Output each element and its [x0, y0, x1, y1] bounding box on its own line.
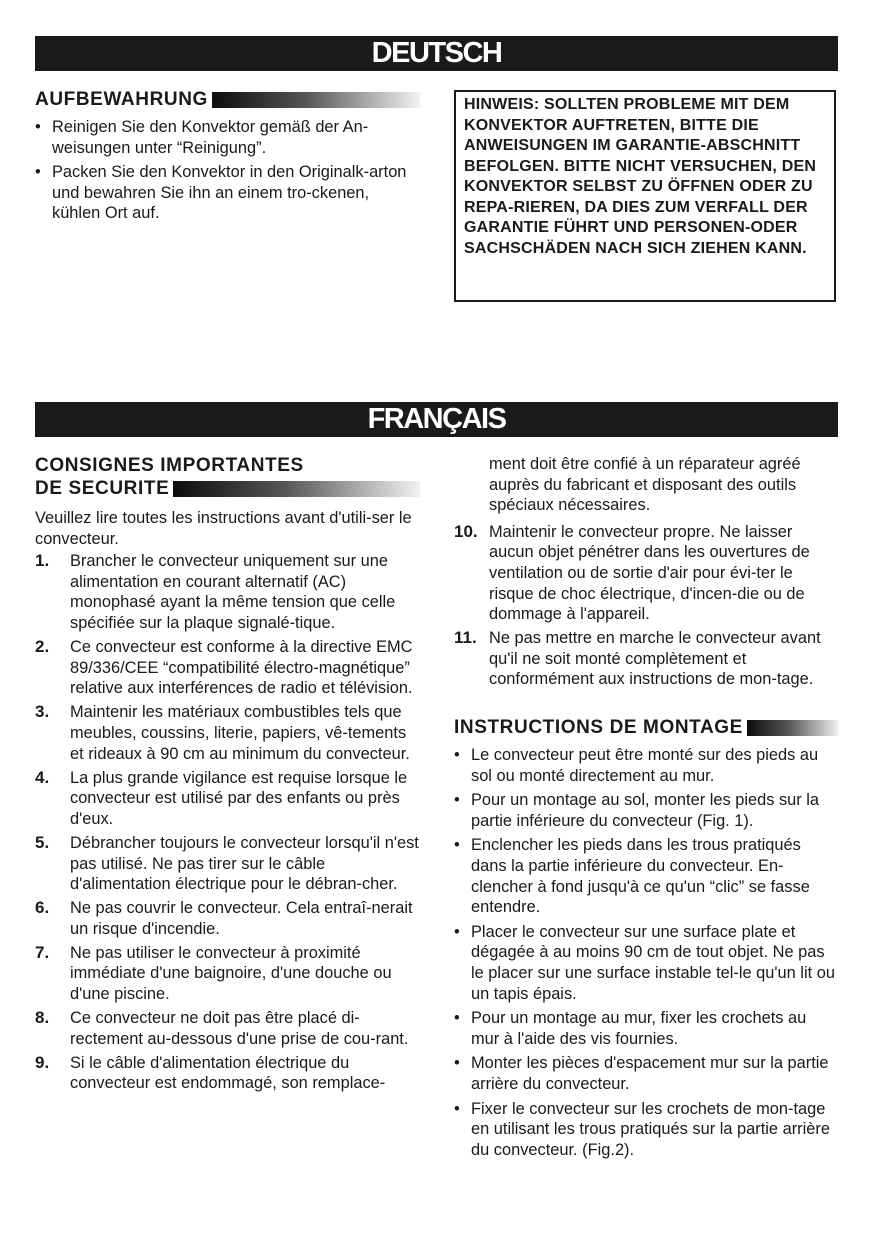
list-item: 3. Maintenir les matériaux combustibles tels que meubles, coussins, literie, papiers, vê-tements et rideaux à 90 cm au minimum du convecteur. [35, 702, 410, 763]
consignes-heading-line1: CONSIGNES IMPORTANTES [35, 455, 304, 476]
list-item: • Reinigen Sie den Konvektor gemäß der An-weisungen unter “Reinigung”. [35, 118, 369, 157]
consignes-section [35, 454, 420, 1098]
list-item: 1. Brancher le convecteur uniquement sur une alimentation en courant alternatif (AC) monophasé ayant la même tension que celle spécifiée sur la plaque signalé-tique. [35, 551, 396, 632]
heading-gradient-bar [747, 720, 839, 736]
list-item: • Le convecteur peut être monté sur des pieds au sol ou monté directement au mur. [454, 746, 819, 785]
consignes-list-continued [454, 522, 839, 690]
list-item: 5. Débrancher toujours le convecteur lorsqu'il n'est pas utilisé. Ne pas tirer sur le câble d'alimentation électrique pour le débran-cher. [35, 832, 419, 894]
list-item: 10. Maintenir le convecteur propre. Ne laisser aucun objet pénétrer dans les ouvertures de ventilation ou de sortie d'air pour évi-ter le risque de choc électrique, d'incen-die ou de dommage à l'appareil. [454, 521, 810, 624]
heading-gradient-bar [173, 481, 420, 497]
consignes-heading-line2: DE SECURITE [35, 477, 420, 500]
list-item: 11. Ne pas mettre en marche le convecteur avant qu'il ne soit monté complètement et conformément aux instructions de mon-tage. [454, 628, 821, 689]
list-item: • Pour un montage au mur, fixer les crochets au mur à l'aide des vis fournies. [454, 1009, 807, 1048]
list-item: • Monter les pièces d'espacement mur sur la partie arrière du convecteur. [454, 1054, 829, 1093]
consignes-list [35, 551, 420, 1094]
list-item: 2. Ce convecteur est conforme à la directive EMC 89/336/CEE “compatibilité électro-magnétique” relative aux interférences de radio et télévision. [35, 637, 413, 698]
aufbewahrung-heading-text: AUFBEWAHRUNG [35, 89, 208, 110]
aufbewahrung-list [35, 117, 420, 224]
consignes-intro: Veuillez lire toutes les instructions avant d'utili-ser le convecteur. [35, 509, 412, 548]
aufbewahrung-section [35, 88, 420, 228]
list-item: • Fixer le convecteur sur les crochets de mon-tage en utilisant les trous pratiqués sur la partie arrière du convecteur. (Fig.2). [454, 1099, 830, 1159]
list-item: 4. La plus grande vigilance est requise lorsque le convecteur est utilisé par des enfants ou près d'eux. [35, 767, 408, 828]
aufbewahrung-heading [35, 88, 420, 111]
list-item: • Enclencher les pieds dans les trous pratiqués dans la partie inférieure du convecteur. En-clencher à fond jusqu'à ce qu'un “clic” se fasse entendre. [454, 836, 810, 917]
list-item: • Pour un montage au sol, monter les pieds sur la partie inférieure du convecteur (Fig. 1). [454, 791, 820, 830]
montage-list [454, 745, 839, 1160]
montage-heading: INSTRUCTIONS DE MONTAGE [454, 716, 839, 739]
francais-banner: FRANÇAIS [35, 402, 838, 437]
list-item: 9. Si le câble d'alimentation électrique du convecteur est endommagé, son remplace- [35, 1052, 386, 1093]
francais-right-column [454, 454, 839, 1164]
list-item: • Placer le convecteur sur une surface plate et dégagée à au moins 90 cm de tout objet. Ne pas le placer sur une surface instable tel-le qu'un lit ou un tapis épais. [454, 922, 835, 1003]
list-item: • Packen Sie den Konvektor in den Originalk-arton und bewahren Sie ihn an einem tro-ckenen, kühlen Ort auf. [35, 163, 407, 223]
deutsch-banner: DEUTSCH [35, 36, 838, 71]
heading-gradient-bar [212, 92, 420, 108]
item9-continued: ment doit être confié à un réparateur agréé auprès du fabricant et disposant des outils spéciaux nécessaires. [489, 455, 801, 515]
hinweis-notice-box: HINWEIS: SOLLTEN PROBLEME MIT DEM KONVEKTOR AUFTRETEN, BITTE DIE ANWEISUNGEN IM GARANTIE-ABSCHNITT BEFOLGEN. BITTE NICHT VERSUCHEN, DEN KONVEKTOR SELBST ZU ÖFFNEN ODER ZU REPA-RIEREN, DA DIES ZUM VERFALL DER GARANTIE FÜHRT UND PERSONEN-ODER SACHSCHÄDEN NACH SICH ZIEHEN KANN. [454, 90, 836, 302]
list-item: 6. Ne pas couvrir le convecteur. Cela entraî-nerait un risque d'incendie. [35, 898, 413, 938]
list-item: 7. Ne pas utiliser le convecteur à proximité immédiate d'une baignoire, d'une douche ou d'une piscine. [35, 942, 392, 1004]
list-item: 8. Ce convecteur ne doit pas être placé di-rectement au-dessous d'une prise de cou-rant. [35, 1008, 409, 1048]
